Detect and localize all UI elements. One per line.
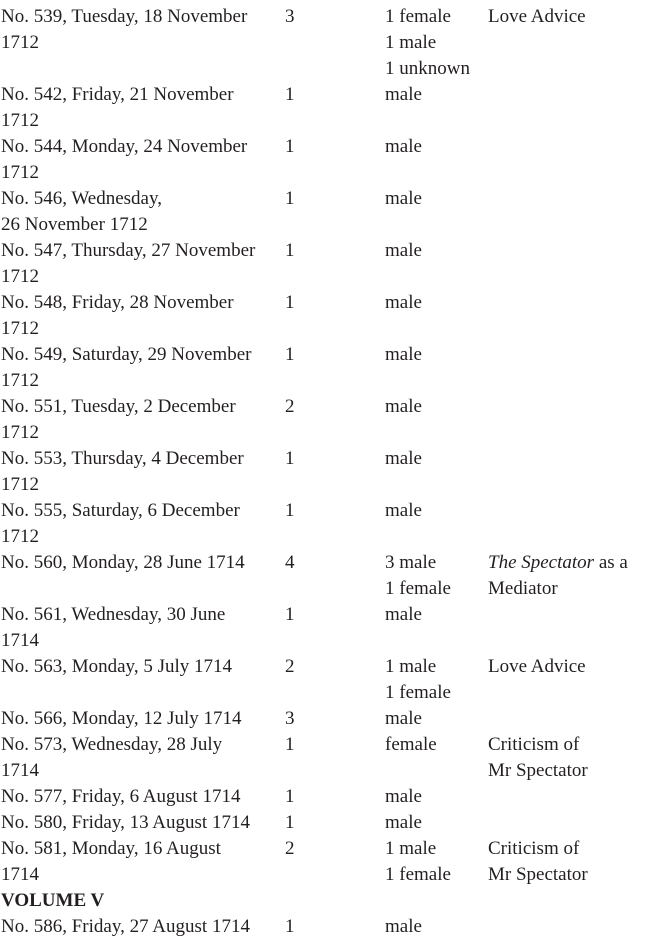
sex-cell <box>385 342 488 368</box>
issue-line: 1714 <box>1 630 39 651</box>
table-row <box>1 134 661 186</box>
issue-line: No. 548, Friday, 28 November <box>1 292 234 313</box>
sex-cell <box>385 732 488 758</box>
issue-line: No. 573, Wednesday, 28 July <box>1 734 223 755</box>
table-row <box>1 342 661 394</box>
theme-line: Mediator <box>488 578 558 599</box>
sex-line: 1 female <box>385 578 451 599</box>
sex-cell <box>385 290 488 316</box>
letter-count-cell: 1 <box>285 916 295 937</box>
issue-line: 1712 <box>1 266 39 287</box>
issue-line: No. 560, Monday, 28 June 1714 <box>1 552 245 573</box>
table-row <box>1 654 661 706</box>
table-row <box>1 290 661 342</box>
sex-cell <box>385 810 488 836</box>
issue-line: 1712 <box>1 526 39 547</box>
issue-cell <box>1 810 285 836</box>
issue-line: No. 577, Friday, 6 August 1714 <box>1 786 241 807</box>
sex-line: 1 male <box>385 656 437 677</box>
theme-line: Mr Spectator <box>488 864 588 885</box>
issue-cell <box>1 550 285 576</box>
letter-count-cell: 2 <box>285 656 295 677</box>
sex-line: 1 male <box>385 838 437 859</box>
table-row <box>1 186 661 238</box>
letter-count-cell: 1 <box>285 604 295 625</box>
table-row <box>1 82 661 134</box>
issue-cell <box>1 602 285 654</box>
issue-cell <box>1 82 285 134</box>
sex-cell <box>385 602 488 628</box>
issue-cell <box>1 290 285 342</box>
letter-count-cell: 1 <box>285 292 295 313</box>
sex-cell <box>385 82 488 108</box>
sex-line: female <box>385 734 437 755</box>
sex-cell <box>385 550 488 602</box>
letter-count-cell: 1 <box>285 812 295 833</box>
theme-line: Criticism of <box>488 838 580 859</box>
issue-line: 1714 <box>1 760 39 781</box>
issue-cell <box>1 446 285 498</box>
issue-line: 1712 <box>1 32 39 53</box>
issue-line: No. 561, Wednesday, 30 June <box>1 604 226 625</box>
issue-line: No. 555, Saturday, 6 December <box>1 500 240 521</box>
issue-cell <box>1 732 285 784</box>
issue-line: 26 November 1712 <box>1 214 148 235</box>
letter-count-cell: 1 <box>285 188 295 209</box>
issue-line: No. 551, Tuesday, 2 December <box>1 396 236 417</box>
sex-line: male <box>385 292 422 313</box>
issue-line: No. 553, Thursday, 4 December <box>1 448 244 469</box>
issue-line: No. 580, Friday, 13 August 1714 <box>1 812 250 833</box>
letter-count-cell: 1 <box>285 500 295 521</box>
sex-line: 1 female <box>385 864 451 885</box>
table-row <box>1 914 661 940</box>
issue-line: 1712 <box>1 162 39 183</box>
sex-line: male <box>385 708 422 729</box>
issue-cell <box>1 654 285 680</box>
theme-line: Love Advice <box>488 656 586 677</box>
table-row <box>1 550 661 602</box>
issue-line: No. 547, Thursday, 27 November <box>1 240 256 261</box>
issue-cell <box>1 186 285 238</box>
issue-cell <box>1 836 285 888</box>
sex-line: 1 female <box>385 682 451 703</box>
letter-count-cell: 1 <box>285 136 295 157</box>
theme-cell <box>488 4 661 30</box>
sex-cell <box>385 836 488 888</box>
issue-line: 1712 <box>1 318 39 339</box>
sex-line: male <box>385 916 422 937</box>
letter-count-cell: 1 <box>285 344 295 365</box>
issue-line: 1712 <box>1 422 39 443</box>
table-row <box>1 238 661 290</box>
sex-line: male <box>385 786 422 807</box>
table-row <box>1 394 661 446</box>
issue-line: No. 544, Monday, 24 November <box>1 136 248 157</box>
sex-line: 1 unknown <box>385 58 470 79</box>
table-row <box>1 784 661 810</box>
table-row <box>1 602 661 654</box>
sex-line: male <box>385 240 422 261</box>
theme-cell <box>488 732 661 784</box>
volume-heading-row <box>1 888 661 914</box>
letter-count-cell: 2 <box>285 838 295 859</box>
issue-line: No. 581, Monday, 16 August <box>1 838 221 859</box>
publication-title: The Spectator <box>488 552 595 573</box>
issue-line: No. 546, Wednesday, <box>1 188 162 209</box>
theme-cell <box>488 550 661 602</box>
letter-count-cell: 1 <box>285 448 295 469</box>
sex-line: male <box>385 188 422 209</box>
letter-count-cell: 2 <box>285 396 295 417</box>
theme-line: Love Advice <box>488 6 586 27</box>
issue-line: No. 586, Friday, 27 August 1714 <box>1 916 250 937</box>
letter-count-cell: 1 <box>285 734 295 755</box>
sex-cell <box>385 914 488 940</box>
sex-cell <box>385 498 488 524</box>
theme-cell <box>488 654 661 680</box>
issue-cell <box>1 914 285 940</box>
issue-line: No. 566, Monday, 12 July 1714 <box>1 708 242 729</box>
issue-line: 1714 <box>1 864 39 885</box>
sex-line: male <box>385 812 422 833</box>
issue-cell <box>1 342 285 394</box>
theme-line: Mr Spectator <box>488 760 588 781</box>
sex-cell <box>385 134 488 160</box>
letter-count-cell: 1 <box>285 786 295 807</box>
sex-line: male <box>385 604 422 625</box>
sex-cell <box>385 394 488 420</box>
sex-line: 3 male <box>385 552 437 573</box>
issue-line: No. 563, Monday, 5 July 1714 <box>1 656 232 677</box>
letter-count-cell: 1 <box>285 240 295 261</box>
table-row <box>1 498 661 550</box>
theme-text: as a <box>594 552 628 573</box>
issue-line: 1712 <box>1 110 39 131</box>
sex-cell <box>385 4 488 82</box>
volume-heading: VOLUME V <box>1 890 105 911</box>
issue-cell <box>1 394 285 446</box>
table-row <box>1 836 661 888</box>
letter-count-cell: 4 <box>285 552 295 573</box>
issue-cell <box>1 706 285 732</box>
issue-line: No. 549, Saturday, 29 November <box>1 344 252 365</box>
issue-line: 1712 <box>1 474 39 495</box>
issue-line: 1712 <box>1 370 39 391</box>
letter-count-cell: 1 <box>285 84 295 105</box>
issue-cell <box>1 498 285 550</box>
theme-cell <box>488 836 661 888</box>
issue-line: No. 539, Tuesday, 18 November <box>1 6 248 27</box>
sex-cell <box>385 706 488 732</box>
sex-line: male <box>385 84 422 105</box>
sex-cell <box>385 238 488 264</box>
sex-line: male <box>385 344 422 365</box>
table-row <box>1 706 661 732</box>
table-row <box>1 4 661 82</box>
letter-count-cell: 3 <box>285 6 295 27</box>
table-body <box>1 4 661 888</box>
theme-line <box>488 550 661 576</box>
issue-cell <box>1 134 285 186</box>
table-row <box>1 732 661 784</box>
sex-line: male <box>385 500 422 521</box>
sex-line: 1 female <box>385 6 451 27</box>
sex-cell <box>385 784 488 810</box>
table-row <box>1 446 661 498</box>
sex-line: male <box>385 396 422 417</box>
sex-line: male <box>385 136 422 157</box>
table-row <box>1 810 661 836</box>
issue-line: No. 542, Friday, 21 November <box>1 84 234 105</box>
theme-line: Criticism of <box>488 734 580 755</box>
issue-cell <box>1 4 285 56</box>
sex-cell <box>385 654 488 706</box>
letter-count-cell: 3 <box>285 708 295 729</box>
sex-line: male <box>385 448 422 469</box>
sex-line: 1 male <box>385 32 437 53</box>
letters-table <box>1 4 661 940</box>
sex-cell <box>385 446 488 472</box>
table-body-volume-v <box>1 914 661 940</box>
issue-cell <box>1 238 285 290</box>
sex-cell <box>385 186 488 212</box>
issue-cell <box>1 784 285 810</box>
